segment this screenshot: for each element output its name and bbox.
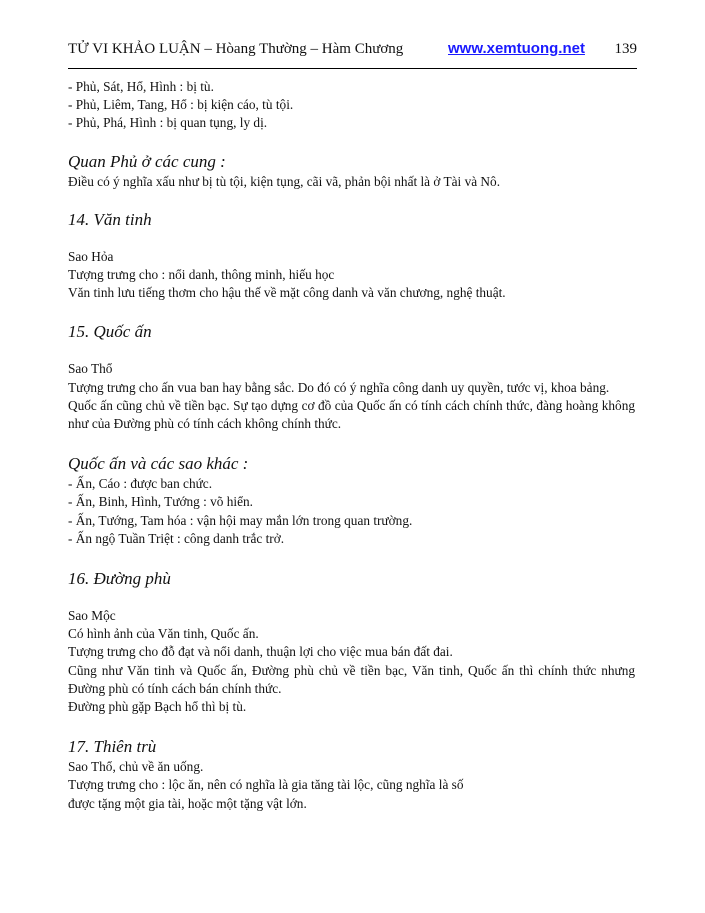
section-16-line: Tượng trưng cho đỗ đạt và nổi danh, thuận lợi cho việc mua bán đất đai. [68, 644, 453, 660]
section-15-paragraph: Tượng trưng cho ấn vua ban hay bằng sắc. Do đó có ý nghĩa công danh uy quyền, tước vị, khoa bảng. [68, 379, 610, 395]
page-content [68, 78, 635, 813]
section-15-heading: 15. Quốc ấn [68, 322, 152, 342]
section-14-line: Văn tinh lưu tiếng thơm cho hậu thế về mặt công danh và văn chương, nghệ thuật. [68, 285, 506, 301]
section-14-line: Tượng trưng cho : nổi danh, thông minh, hiếu học [68, 267, 335, 283]
intro-line: - Phủ, Liêm, Tang, Hổ : bị kiện cáo, tù tội. [68, 97, 294, 113]
section-16-line: Có hình ảnh của Văn tinh, Quốc ấn. [68, 626, 259, 642]
header-rule [68, 68, 637, 69]
section-14-heading: 14. Văn tinh [68, 209, 152, 229]
running-title: TỬ VI KHẢO LUẬN – Hòang Thường – Hàm Chương [68, 41, 404, 57]
website-link[interactable]: www.xemtuong.net [448, 40, 585, 57]
section-16-paragraph: Cũng như Văn tinh và Quốc ấn, Đường phù chủ về tiền bạc, Văn tinh, Quốc ấn thì chính thức nhưng Đường phù có tính cách bán chính thức. [68, 662, 635, 696]
quoc-an-combos-heading: Quốc ấn và các sao khác : [68, 454, 249, 474]
section-15-paragraph: Quốc ấn cũng chủ về tiền bạc. Sự tạo dựng cơ đồ của Quốc ấn có tính cách chính thức, đàng hoàng không như của Đường phù có tính cách không chính thức. [68, 397, 635, 432]
combo-line: - Ấn ngộ Tuần Triệt : công danh trắc trở. [68, 530, 285, 546]
combo-line: - Ấn, Binh, Hình, Tướng : võ hiển. [68, 494, 254, 510]
page-number: 139 [614, 41, 637, 57]
section-15-star: Sao Thổ [68, 361, 113, 377]
combo-line: - Ấn, Cáo : được ban chức. [68, 476, 213, 492]
intro-line: - Phủ, Sát, Hổ, Hình : bị tù. [68, 79, 214, 94]
quan-phu-heading: Quan Phủ ở các cung : [68, 151, 226, 171]
section-14-star: Sao Hỏa [68, 248, 114, 264]
section-17-line: được tặng một gia tài, hoặc một tặng vật lớn. [68, 795, 307, 811]
page-header [68, 40, 637, 62]
section-17-line: Tượng trưng cho : lộc ăn, nên có nghĩa là gia tăng tài lộc, cũng nghĩa là số [68, 777, 464, 793]
section-16-line: Đường phù gặp Bạch hổ thì bị tù. [68, 699, 247, 715]
section-17-line: Sao Thổ, chủ về ăn uống. [68, 759, 204, 775]
section-17-heading: 17. Thiên trù [68, 737, 157, 757]
section-16-heading: 16. Đường phù [68, 569, 171, 589]
combo-line: - Ấn, Tướng, Tam hóa : vận hội may mắn lớn trong quan trường. [68, 512, 413, 528]
intro-line: - Phủ, Phá, Hình : bị quan tụng, ly dị. [68, 115, 268, 131]
section-16-star: Sao Mộc [68, 608, 116, 624]
quan-phu-text: Điều có ý nghĩa xấu như bị tù tội, kiện tụng, cãi vã, phản bội nhất là ở Tài và Nô. [68, 173, 501, 189]
